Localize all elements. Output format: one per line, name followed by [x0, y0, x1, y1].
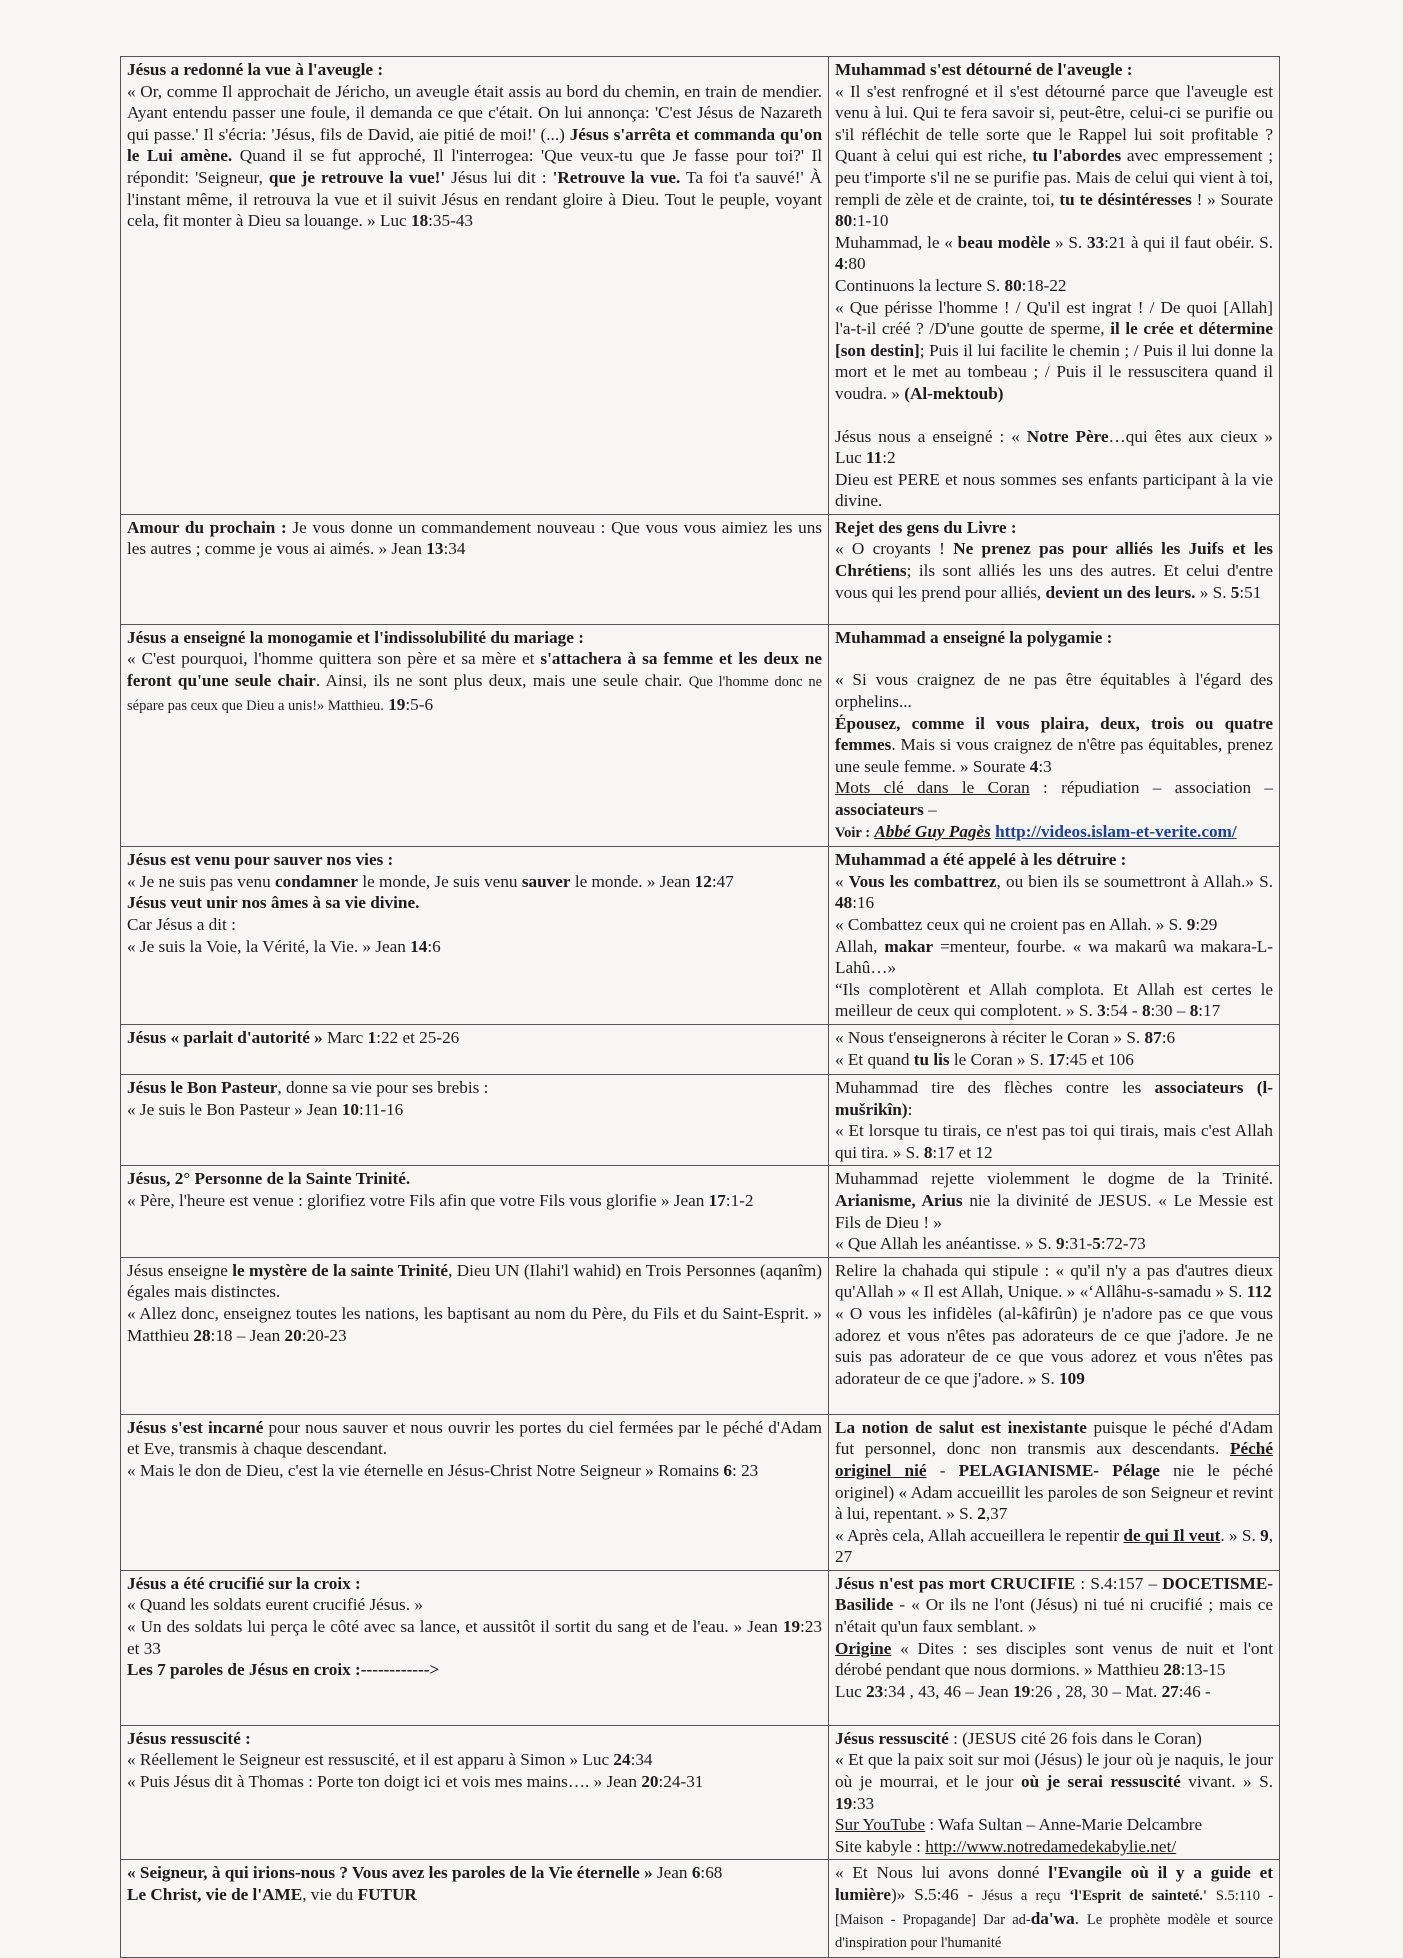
table-row: [121, 1414, 1280, 1570]
youtube-link[interactable]: Sur YouTube: [835, 1815, 926, 1835]
right-cell-polygamy: Muhammad a enseigné la polygamie : « Si vous craignez de ne pas être équitables à l'égard des orphelins... Épousez, comme il vous plaira, deux, trois ou quatre femmes. Mais si vous craignez de n'être pas équitables, prenez une seule femme. » Sourate 4:3 Mots clé dans le Coran : répudiation – association – associateurs – Voir : Abbé Guy Pagès http://videos.islam-et-verite.com/: [829, 624, 1280, 846]
table-row: [121, 1166, 1280, 1257]
comparison-table: [120, 56, 1280, 1958]
table-row: [121, 1074, 1280, 1165]
table-row: [121, 1860, 1280, 1957]
islam-et-verite-link[interactable]: http://videos.islam-et-verite.com/: [995, 821, 1237, 841]
left-cell-trinity-person: Jésus, 2° Personne de la Sainte Trinité. « Père, l'heure est venue : glorifiez votre Fils afin que votre Fils vous glorifie » Jean 17:1-2: [121, 1166, 829, 1257]
left-cell-good-shepherd: Jésus le Bon Pasteur, donne sa vie pour ses brebis : « Je suis le Bon Pasteur » Jean 10:11-16: [121, 1074, 829, 1165]
right-cell-salvation: La notion de salut est inexistante puisque le péché d'Adam fut personnel, donc non transmis aux descendants. Péché originel nié - PELAGIANISME- Pélage nie le péché originel) « Adam accueillit les paroles de son Seigneur et revint à lui, repentant. » S. 2,37 « Après cela, Allah accueillera le repentir de qui Il veut. » S. 9, 27: [829, 1414, 1280, 1570]
author-link[interactable]: Abbé Guy Pagès: [874, 821, 991, 841]
comparison-document: [120, 56, 1280, 1952]
right-cell-blind-man: Muhammad s'est détourné de l'aveugle : « Il s'est renfrogné et il s'est détourné parce que l'aveugle est venu à lui. Qui te fera savoir si, peut-être, celui-ci se purifie ou s'il réfléchit de telle sorte que le Rappel lui soit profitable ? Quant à celui qui est riche, tu l'abordes avec empressement ; peu t'importe s'il ne se purifie pas. Mais de celui qui vient à toi, rempli de zèle et de crainte, toi, tu te désintéresses ! » Sourate 80:1-10 Muhammad, le « beau modèle » S. 33:21 à qui il faut obéir. S. 4:80 Continuons la lecture S. 80:18-22 « Que périsse l'homme ! / Qu'il est ingrat ! / De quoi [Allah] l'a-t-il créé ? /D'une goutte de sperme, il le crée et détermine [son destin]; Puis il lui facilite le chemin ; / Puis il lui donne la mort et le met au tombeau ; / Puis il le ressuscitera quand il voudra. » (Al-mektoub) Jésus nous a enseigné : « Notre Père…qui êtes aux cieux » Luc 11:2 Dieu est PERE et nous sommes ses enfants participant à la vie divine.: [829, 57, 1280, 515]
table-row: [121, 1024, 1280, 1074]
right-cell-recite: « Nous t'enseignerons à réciter le Coran » S. 87:6 « Et quand tu lis le Coran » S. 17:45 et 106: [829, 1024, 1280, 1074]
left-heading: Jésus a redonné la vue à l'aveugle :: [127, 60, 384, 79]
left-cell-risen: Jésus ressuscité : « Réellement le Seigneur est ressuscité, et il est apparu à Simon » Luc 24:34 « Puis Jésus dit à Thomas : Porte ton doigt ici et vois mes mains…. » Jean 20:24-31: [121, 1725, 829, 1860]
right-cell-destroy: Muhammad a été appelé à les détruire : « Vous les combattrez, ou bien ils se soumettront à Allah.» S. 48:16 « Combattez ceux qui ne croient pas en Allah. » S. 9:29 Allah, makar =menteur, fourbe. « wa makarû wa makara-L-Lahû…» “Ils complotèrent et Allah complota. Et Allah est certes le meilleur de ceux qui complotent. » S. 3:54 - 8:30 – 8:17: [829, 847, 1280, 1025]
right-cell-rejection: Rejet des gens du Livre : « O croyants ! Ne prenez pas pour alliés les Juifs et les Chrétiens; ils sont alliés les uns des autres. Et celui d'entre vous qui les prend pour alliés, devient un des leurs. » S. 5:51: [829, 514, 1280, 624]
left-cell-trinity-mystery: Jésus enseigne le mystère de la sainte Trinité, Dieu UN (Ilahi'l wahid) en Trois Personnes (aqanîm) égales mais distinctes. « Allez donc, enseignez toutes les nations, les baptisant au nom du Père, du Fils et du Saint-Esprit. » Matthieu 28:18 – Jean 20:20-23: [121, 1257, 829, 1414]
table-row: [121, 847, 1280, 1025]
left-cell-crucified: Jésus a été crucifié sur la croix : « Quand les soldats eurent crucifié Jésus. » « Un des soldats lui perça le côté avec sa lance, et aussitôt il sortit du sang et de l'eau. » Jean 19:23 et 33 Les 7 paroles de Jésus en croix :------------>: [121, 1570, 829, 1725]
right-heading: Muhammad s'est détourné de l'aveugle :: [835, 60, 1133, 79]
table-row: [121, 1570, 1280, 1725]
table-row: [121, 1725, 1280, 1860]
table-row: [121, 624, 1280, 846]
table-row: [121, 57, 1280, 515]
left-cell-save-lives: Jésus est venu pour sauver nos vies : « Je ne suis pas venu condamner le monde, Je suis venu sauver le monde. » Jean 12:47 Jésus veut unir nos âmes à sa vie divine. Car Jésus a dit : « Je suis la Voie, la Vérité, la Vie. » Jean 14:6: [121, 847, 829, 1025]
left-cell-blind-man: Jésus a redonné la vue à l'aveugle : « Or, comme Il approchait de Jéricho, un aveugle était assis au bord du chemin, en train de mendier. Ayant entendu passer une foule, il demanda ce que c'était. On lui annonça: 'C'est Jésus de Nazareth qui passe.' Il s'écria: 'Jésus, fils de David, aie pitié de moi!' (...) Jésus s'arrêta et commanda qu'on le Lui amène. Quand il se fut approché, Il l'interrogea: 'Que veux-tu que Je fasse pour toi?' Il répondit: 'Seigneur, que je retrouve la vue!' Jésus lui dit : 'Retrouve la vue. Ta foi t'a sauvé!' À l'instant même, il retrouva la vue et il suivit Jésus en rendant gloire à Dieu. Tout le peuple, voyant cela, fit monter à Dieu sa louange. » Luc 18:35-43: [121, 57, 829, 515]
right-cell-rejects-trinity: Muhammad rejette violemment le dogme de la Trinité. Arianisme, Arius nie la divinité de JESUS. « Le Messie est Fils de Dieu ! » « Que Allah les anéantisse. » S. 9:31-5:72-73: [829, 1166, 1280, 1257]
right-cell-chahada: Relire la chahada qui stipule : « qu'il n'y a pas d'autres dieux qu'Allah » « Il est Allah, Unique. » «‘Allâhu-s-samadu » S. 112 « O vous les infidèles (al-kâfirûn) je n'adore pas ce que vous adorez et vous n'êtes pas adorateurs de ce que j'adore. Je ne suis pas adorateur de ce que vous adorez et vous n'êtes pas adorateur de ce que j'adore. » S. 109: [829, 1257, 1280, 1414]
right-cell-gospel: « Et Nous lui avons donné l'Evangile où il y a guide et lumière)» S.5:46 - Jésus a reçu ‘l'Esprit de sainteté.' S.5:110 -[Maison - Propagande] Dar ad-da'wa. Le prophète modèle et source d'inspiration pour l'humanité: [829, 1860, 1280, 1957]
kabylie-site-link[interactable]: http://www.notredamedekabylie.net/: [925, 1836, 1177, 1856]
left-cell-love-neighbor: Amour du prochain : Je vous donne un commandement nouveau : Que vous vous aimiez les uns les autres ; comme je vous ai aimés. » Jean 13:34: [121, 514, 829, 624]
left-cell-authority: Jésus « parlait d'autorité » Marc 1:22 et 25-26: [121, 1024, 829, 1074]
left-cell-monogamy: Jésus a enseigné la monogamie et l'indissolubilité du mariage : « C'est pourquoi, l'homme quittera son père et sa mère et s'attachera à sa femme et les deux ne feront qu'une seule chair. Ainsi, ils ne sont plus deux, mais une seule chair. Que l'homme donc ne sépare pas ceux que Dieu a unis!» Matthieu. 19:5-6: [121, 624, 829, 846]
table-row: [121, 1257, 1280, 1414]
table-row: [121, 514, 1280, 624]
right-cell-risen-coran: Jésus ressuscité : (JESUS cité 26 fois dans le Coran) « Et que la paix soit sur moi (Jésus) le jour où je naquis, le jour où je mourrai, et le jour où je serai ressuscité vivant. » S. 19:33 Sur YouTube : Wafa Sultan – Anne-Marie Delcambre Site kabyle : http://www.notredamedekabylie.net/: [829, 1725, 1280, 1860]
right-cell-arrows: Muhammad tire des flèches contre les associateurs (l-mušrikîn): « Et lorsque tu tirais, ce n'est pas toi qui tirais, mais c'est Allah qui tira. » S. 8:17 et 12: [829, 1074, 1280, 1165]
right-cell-not-crucified: Jésus n'est pas mort CRUCIFIE : S.4:157 – DOCETISME-Basilide - « Or ils ne l'ont (Jésus) ni tué ni crucifié ; mais ce n'était qu'un faux semblant. » Origine « Dites : ses disciples sont venus de nuit et l'ont dérobé pendant que nous dormions. » Matthieu 28:13-15 Luc 23:34 , 43, 46 – Jean 19:26 , 28, 30 – Mat. 27:46 -: [829, 1570, 1280, 1725]
left-cell-incarnation: Jésus s'est incarné pour nous sauver et nous ouvrir les portes du ciel fermées par le péché d'Adam et Eve, transmis à chaque descendant. « Mais le don de Dieu, c'est la vie éternelle en Jésus-Christ Notre Seigneur » Romains 6: 23: [121, 1414, 829, 1570]
left-cell-eternal-life: « Seigneur, à qui irions-nous ? Vous avez les paroles de la Vie éternelle » Jean 6:68 Le Christ, vie de l'AME, vie du FUTUR: [121, 1860, 829, 1957]
